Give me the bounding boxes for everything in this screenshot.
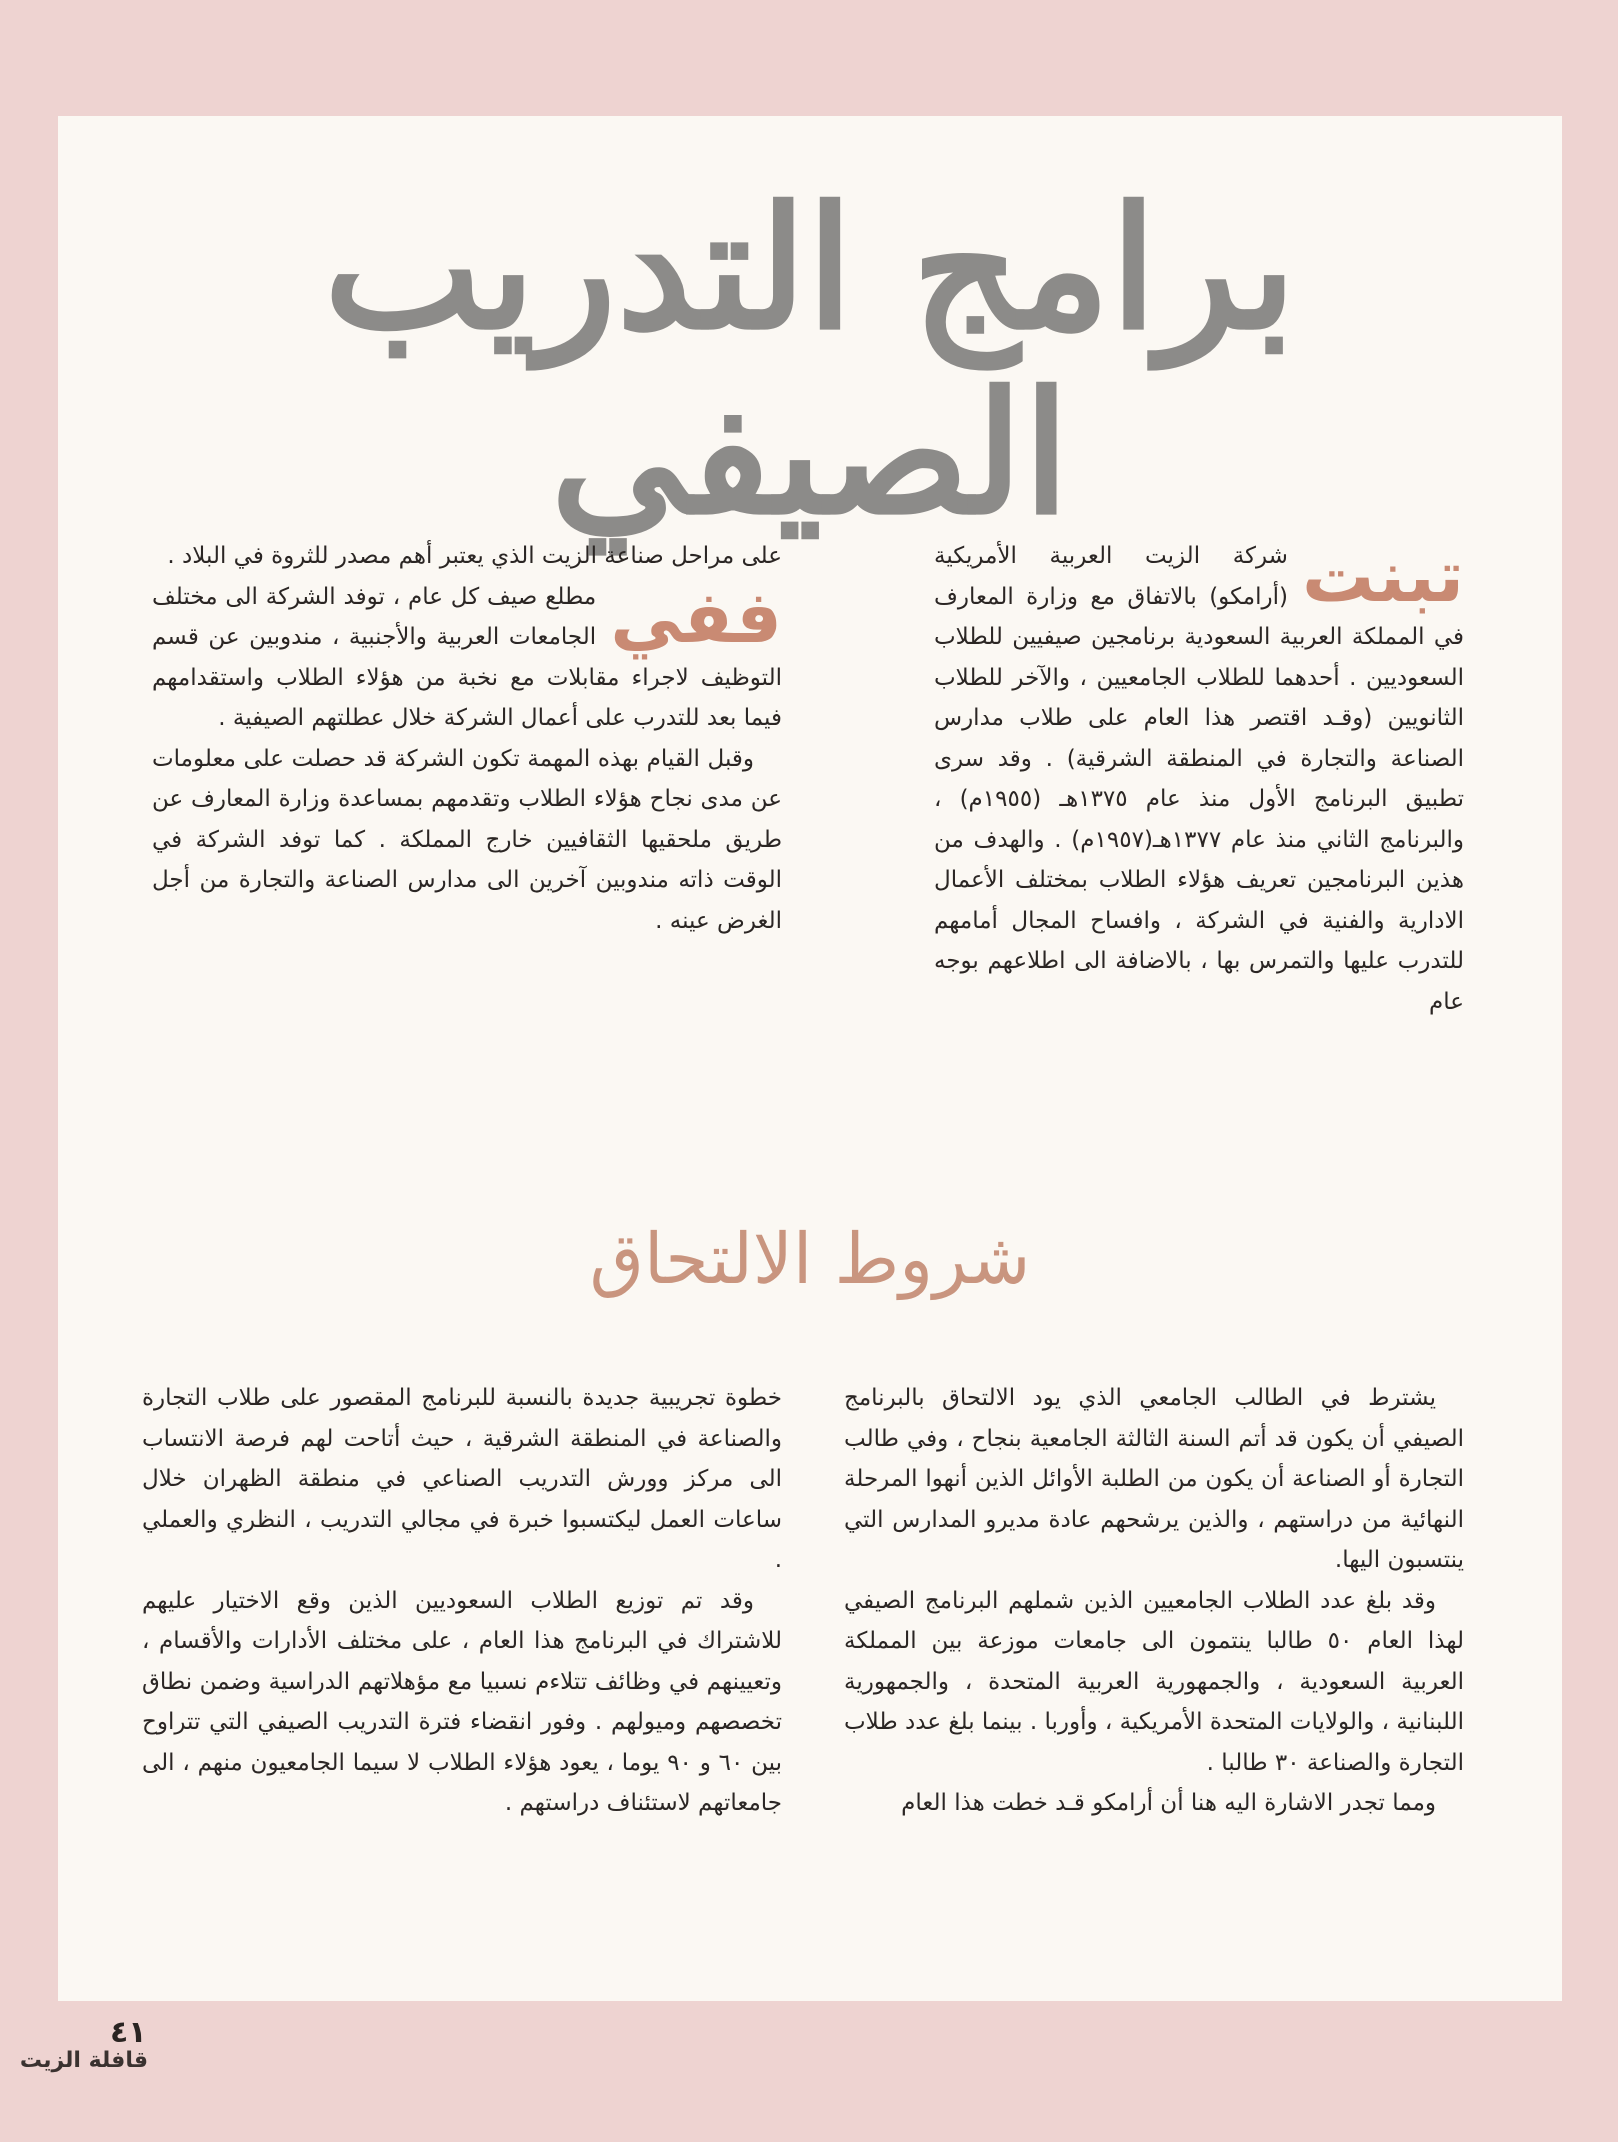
paragraph: خطوة تجريبية جديدة بالنسبة للبرنامج المقصور على طلاب التجارة والصناعة في المنطقة الشرقية ، حيث أتاحت لهم فرصة الانتساب الى مركز وورش التدريب الصناعي في منطقة الظهران خلال ساعات العمل ليكتسبوا خبرة في مجالي التدريب ، النظري والعملي .: [142, 1385, 782, 1573]
paragraph: شركة الزيت العربية الأمريكية (أرامكو) بالاتفاق مع وزارة المعارف في المملكة العربية السعودية برنامجين صيفيين للطلاب السعوديين . أحدهما للطلاب الجامعيين ، والآخر للطلاب الثانويين (وقـد اقتصر هذا العام على طلاب مدارس الصناعة والتجارة في المنطقة الشرقية) . وقد سرى تطبيق البرنامج الأول منذ عام ١٣٧٥هـ (١٩٥٥م) ، والبرنامج الثاني منذ عام ١٣٧٧هـ(١٩٥٧م) . والهدف من هذين البرنامجين تعريف هؤلاء الطلاب بمختلف الأعمال الادارية والفنية في الشركة ، وافساح المجال أمامهم للتدرب عليها والتمرس بها ، بالاضافة الى اطلاعهم بوجه عام: [934, 543, 1464, 1015]
article-column-right-1: [934, 536, 1464, 1022]
paragraph: مطلع صيف كل عام ، توفد الشركة الى مختلف الجامعات العربية والأجنبية ، مندوبين عن قسم التوظيف لاجراء مقابلات مع نخبة من هؤلاء الطلاب واستقدامهم فيما بعد للتدرب على أعمال الشركة خلال عطلتهم الصيفية .: [152, 583, 782, 731]
paragraph: على مراحل صناعة الزيت الذي يعتبر أهم مصدر للثروة في البلاد .: [167, 543, 782, 569]
paragraph: ومما تجدر الاشارة اليه هنا أن أرامكو قـد خطت هذا العام: [901, 1790, 1436, 1816]
section-heading: شروط الالتحاق: [589, 1218, 1031, 1300]
article-column-left-2: [142, 1378, 782, 1824]
page-title: برامج التدريب الصيفي: [323, 169, 1297, 552]
paragraph-with-dropcap: [152, 574, 782, 739]
paragraph: وقبل القيام بهذه المهمة تكون الشركة قد حصلت على معلومات عن مدى نجاح هؤلاء الطلاب وتقدمهم بمساعدة وزارة المعارف عن طريق ملحقيها الثقافيين خارج المملكة . كما توفد الشركة في الوقت ذاته مندوبين آخرين الى مدارس الصناعة والتجارة من أجل الغرض عينه .: [152, 745, 782, 934]
dropcap: تبنت: [1301, 534, 1464, 618]
magazine-name: قافلة الزيت: [19, 2048, 148, 2073]
paragraph: وقد تم توزيع الطلاب السعوديين الذين وقع الاختيار عليهم للاشتراك في البرنامج هذا العام ، على مختلف الأدارات والأقسام ، وتعيينهم في وظائف تتلاءم نسبيا مع مؤهلاتهم الدراسية وضمن نطاق تخصصهم وميولهم . وفور انقضاء فترة التدريب الصيفي التي تتراوح بين ٦٠ و ٩٠ يوما ، يعود هؤلاء الطلاب لا سيما الجامعيون منهم ، الى جامعاتهم لاستئناف دراستهم .: [142, 1587, 782, 1816]
dropcap: ففي: [610, 574, 782, 659]
paragraph: يشترط في الطالب الجامعي الذي يود الالتحاق بالبرنامج الصيفي أن يكون قد أتم السنة الثالثة الجامعية بنجاح ، وفي طالب التجارة أو الصناعة أن يكون من الطلبة الأوائل الذين أنهوا المرحلة النهائية من دراستهم ، والذين يرشحهم عادة مديرو المدارس التي ينتسبون اليها.: [844, 1385, 1464, 1573]
article-column-right-2: [844, 1378, 1464, 1824]
article-column-left-1: [152, 536, 782, 941]
page-sheet: [58, 116, 1562, 2001]
page-number: ٤١: [110, 2015, 147, 2050]
paragraph: وقد بلغ عدد الطلاب الجامعيين الذين شملهم البرنامج الصيفي لهذا العام ٥٠ طالبا ينتمون الى جامعات موزعة بين المملكة العربية السعودية ، والجمهورية العربية المتحدة ، والجمهورية اللبنانية ، والولايات المتحدة الأمريكية ، وأوربا . بينما بلغ عدد طلاب التجارة والصناعة ٣٠ طالبا .: [844, 1587, 1464, 1776]
